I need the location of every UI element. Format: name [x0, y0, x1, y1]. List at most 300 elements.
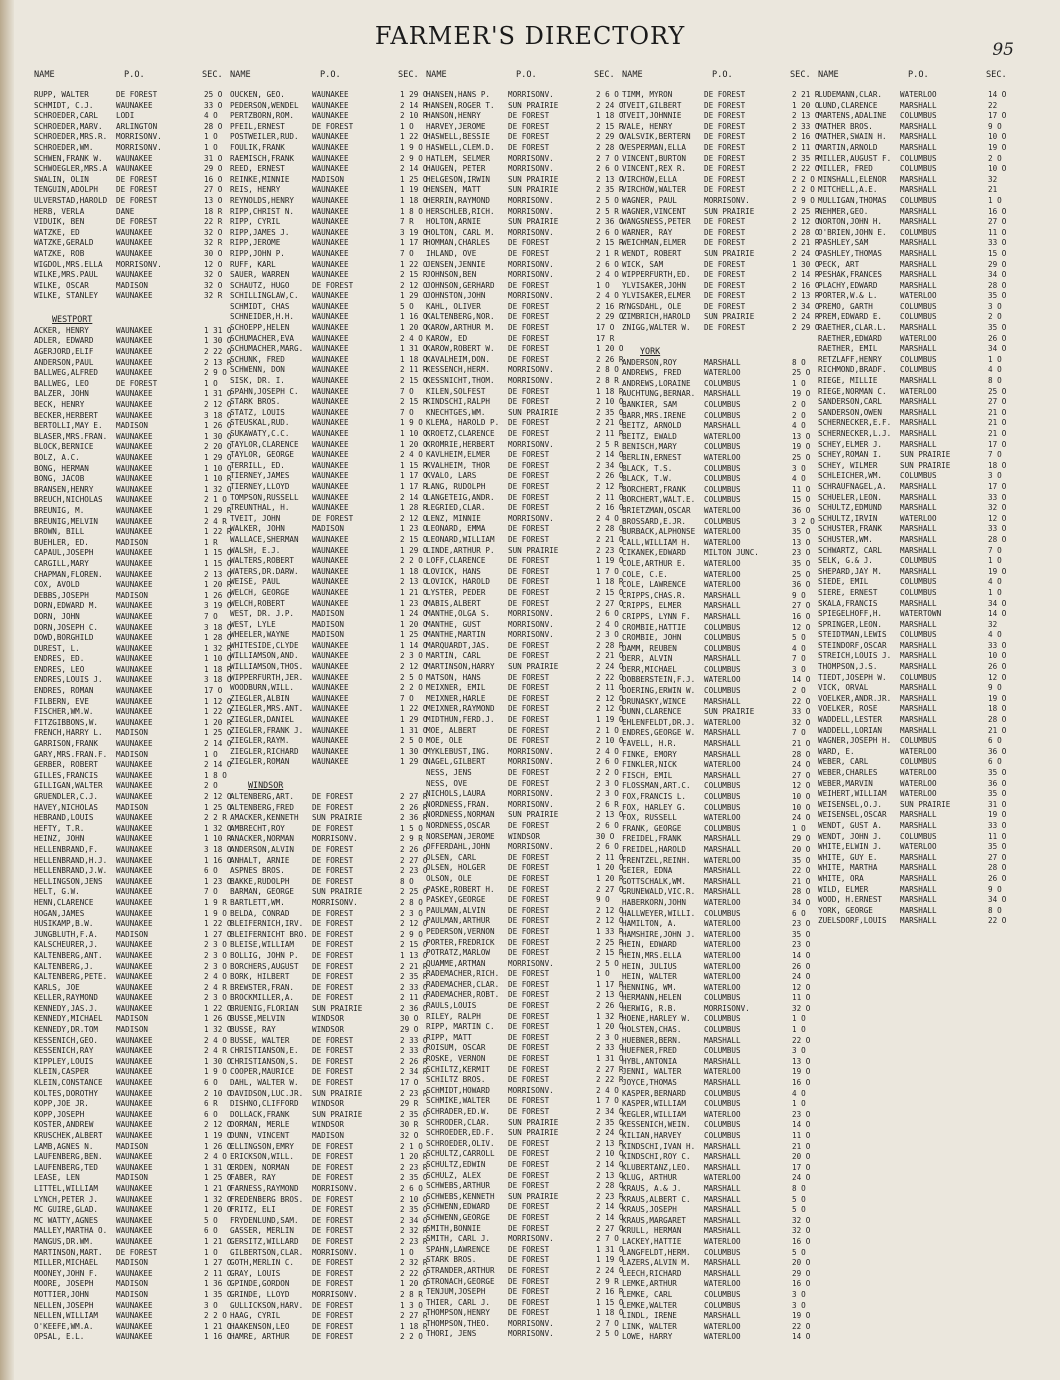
directory-row — [34, 856, 230, 867]
section-number: 2 32 R — [400, 1226, 428, 1236]
farmer-name: LEONARD,WILLIAM — [426, 534, 495, 544]
directory-row — [426, 694, 622, 705]
section-number: 2 28 O — [596, 524, 624, 534]
post-office: DE FOREST — [508, 418, 550, 428]
post-office: DE FOREST — [312, 1268, 354, 1278]
farmer-name: AMACKER,KENNETH — [230, 813, 299, 823]
directory-row — [426, 471, 622, 482]
directory-row — [34, 654, 230, 665]
post-office: WAUNAKEE — [116, 993, 153, 1003]
directory-row — [230, 1184, 426, 1195]
farmer-name: KINDSCHI,IVAN H. — [622, 1141, 696, 1151]
farmer-name: SCHWENN,EDWARD — [426, 1202, 491, 1212]
directory-row — [426, 1245, 622, 1256]
section-number: 13 O — [792, 1056, 811, 1066]
farmer-name: WEST, DR. J.P. — [230, 609, 295, 619]
section-number: 1 20 O — [400, 1279, 428, 1289]
directory-row — [622, 739, 818, 750]
post-office: DE FOREST — [312, 1321, 354, 1331]
directory-row — [34, 1078, 230, 1089]
post-office: MADISON — [116, 929, 149, 939]
farmer-name: BRUENIG,FLORIAN — [230, 1003, 299, 1013]
directory-row — [426, 1065, 622, 1076]
section-number: 33 O — [792, 707, 811, 717]
farmer-name: KENNEDY,MICHAEL — [34, 1014, 103, 1024]
farmer-name: FRENTZEL,REINH. — [622, 855, 691, 865]
post-office: WATERLOO — [900, 842, 937, 852]
directory-row — [34, 591, 230, 602]
post-office: MARSHALL — [900, 429, 937, 438]
section-number: 19 O — [988, 566, 1007, 576]
section-number: 2 15 R — [596, 121, 624, 131]
farmer-name: KAROW,ARTHUR M. — [426, 323, 495, 333]
post-office: SUN PRAIRIE — [704, 707, 755, 717]
farmer-name: ASPNES BROS. — [230, 866, 285, 876]
directory-row — [426, 1107, 622, 1118]
post-office: WAUNAKEE — [116, 1183, 153, 1193]
farmer-name: SCHRAUFNAGEL,A. — [818, 481, 887, 491]
farmer-name: HAVEY,NICHOLAS — [34, 802, 99, 812]
farmer-name: BLACK, T.S. — [622, 463, 673, 473]
post-office: WAUNAKEE — [116, 1332, 153, 1342]
post-office: MADISON — [116, 421, 149, 431]
section-number: 34 O — [988, 598, 1007, 608]
directory-row — [818, 673, 1014, 684]
directory-row — [818, 122, 1014, 133]
farmer-name: MATHER,SWAIN H. — [818, 132, 887, 142]
farmer-name: HENSEN, MATT — [426, 185, 481, 195]
section-number: 35 O — [792, 855, 811, 865]
post-office: WAUNAKEE — [312, 672, 349, 682]
farmer-name: RADEMACHER,CLAR. — [426, 979, 500, 989]
directory-row — [34, 845, 230, 856]
post-office: WAUNAKEE — [312, 354, 349, 364]
section-number: 25 O — [988, 386, 1007, 396]
directory-row — [34, 281, 230, 292]
section-number: 1 O — [400, 121, 414, 131]
directory-row — [622, 411, 818, 422]
directory-row — [34, 1248, 230, 1259]
section-number: 1 O — [400, 1247, 414, 1257]
post-office: SUN PRAIRIE — [312, 887, 363, 897]
directory-row — [34, 101, 230, 112]
farmer-name: KLEIN,CASPER — [34, 1067, 89, 1077]
directory-row — [818, 207, 1014, 218]
section-number: 22 O — [792, 866, 811, 876]
section-number: 2 24 O — [596, 662, 624, 672]
post-office: COLUMBUS — [704, 1289, 741, 1299]
directory-row — [426, 355, 622, 366]
directory-row — [622, 877, 818, 888]
section-number: 2 4 R — [204, 516, 227, 526]
section-number: 1 30 O — [792, 259, 820, 269]
post-office: MARSHALL — [900, 534, 937, 544]
farmer-name: VIRCHOW,WALTER — [622, 185, 687, 195]
post-office: DE FOREST — [508, 1096, 550, 1106]
section-number: 1 O — [792, 1025, 806, 1035]
directory-row — [230, 154, 426, 165]
directory-row — [34, 909, 230, 920]
section-number: 4 O — [792, 474, 806, 484]
section-number: 33 O — [988, 640, 1007, 650]
post-office: DE FOREST — [312, 950, 354, 960]
section-number: 2 29 O — [596, 312, 624, 322]
directory-row — [230, 1014, 426, 1025]
farmer-name: LAZERS,ALVIN M. — [622, 1258, 691, 1268]
post-office: COLUMBUS — [704, 410, 741, 420]
section-number: 2 2 O — [400, 556, 423, 566]
section-number: 2 6 O — [596, 227, 619, 237]
post-office: WAUNAKEE — [116, 336, 153, 346]
section-number: 2 9 O — [400, 929, 423, 939]
directory-row — [622, 442, 818, 453]
post-office: DE FOREST — [508, 1265, 550, 1275]
directory-row — [818, 588, 1014, 599]
post-office: DE FOREST — [312, 1194, 354, 1204]
farmer-name: LUND,CLARENCE — [818, 100, 878, 110]
post-office: COLUMBUS — [704, 495, 741, 505]
directory-row — [426, 397, 622, 408]
directory-row — [622, 1067, 818, 1078]
section-number: 1 O — [204, 132, 218, 142]
section-number: 21 O — [792, 1141, 811, 1151]
section-number: 2 24 O — [596, 1128, 624, 1138]
section-number: 18 R — [204, 206, 223, 216]
farmer-name: DAHL, WALTER W. — [230, 1078, 299, 1088]
farmer-name: BOLLIG, JOHN P. — [230, 950, 299, 960]
section-number: 2 1 O — [400, 1141, 423, 1151]
directory-row — [818, 567, 1014, 578]
post-office: MORRISONV. — [312, 897, 358, 907]
section-number: 1 25 O — [204, 1173, 232, 1183]
directory-row — [818, 164, 1014, 175]
farmer-name: RIPP, MATT — [426, 1032, 472, 1042]
directory-row — [818, 418, 1014, 429]
post-office: DE FOREST — [704, 185, 746, 195]
post-office: SUN PRAIRIE — [508, 407, 559, 417]
post-office: MORRISONV. — [508, 799, 554, 809]
farmer-name: BLACK, T.W. — [622, 474, 673, 484]
post-office: WAUNAKEE — [116, 291, 153, 301]
farmer-name: KIPPLEY,LOUIS — [34, 1056, 94, 1066]
directory-row — [426, 1192, 622, 1203]
directory-row — [818, 185, 1014, 196]
directory-row — [230, 217, 426, 228]
farmer-name: JOHNSON,BEN — [426, 270, 477, 280]
post-office: MADISON — [116, 1279, 149, 1289]
section-number: 3 18 O — [204, 410, 232, 420]
directory-row — [426, 535, 622, 546]
section-number: 1 20 O — [400, 439, 428, 449]
farmer-name: MILLER,MICHAEL — [34, 1258, 99, 1268]
section-number: 1 O — [204, 749, 218, 759]
directory-row — [34, 665, 230, 676]
farmer-name: WEISENSEL,O.J. — [818, 799, 883, 809]
farmer-name: SCHEY, WILMER — [818, 460, 878, 470]
post-office: DE FOREST — [704, 153, 746, 163]
post-office: MARSHALL — [900, 492, 937, 502]
directory-row — [622, 228, 818, 239]
farmer-name: WENDT, GUST A. — [818, 820, 883, 830]
post-office: MORRISONV. — [508, 376, 554, 386]
section-number: 2 11 O — [596, 683, 624, 693]
section-number: 1 10 R — [204, 834, 232, 844]
directory-row — [622, 312, 818, 323]
farmer-name: BECK, HENRY — [34, 400, 85, 410]
section-number: 2 O — [988, 312, 1002, 322]
post-office: MADISON — [312, 174, 345, 184]
directory-row — [426, 1277, 622, 1288]
farmer-name: WIGDOL,MRS.ELLA — [34, 259, 103, 269]
post-office: MORRISONV. — [508, 630, 554, 640]
directory-row — [34, 1099, 230, 1110]
farmer-name: QUAMME,ARTMAN — [426, 958, 486, 968]
section-number: 1 22 O — [400, 259, 428, 269]
farmer-name: COLE, C.E. — [622, 569, 668, 579]
section-number: 19 O — [792, 442, 811, 452]
section-number: 2 6 O — [596, 90, 619, 99]
directory-row — [426, 853, 622, 864]
farmer-name: HEBRAND,LOUIS — [34, 813, 94, 823]
farmer-name: KLUBERTANZ,LEO. — [622, 1162, 691, 1172]
directory-row — [622, 1290, 818, 1301]
directory-row — [426, 408, 622, 419]
directory-row — [230, 461, 426, 472]
farmer-name: ZIMBRICH,HAROLD — [622, 312, 691, 322]
section-number: 1 30 O — [204, 1056, 232, 1066]
farmer-name: BUSSE, RAY — [230, 1025, 276, 1035]
directory-row — [622, 1089, 818, 1100]
section-number: 1 25 O — [400, 630, 428, 640]
farmer-name: BUSSE, WALTER — [230, 1035, 290, 1045]
farmer-name: BLEISE,WILLIAM — [230, 940, 295, 950]
section-number: 27 O — [204, 185, 223, 195]
post-office: WAUNAKEE — [116, 707, 153, 717]
farmer-name: GRUNEWALD,VIC.R. — [622, 887, 696, 897]
directory-row — [426, 959, 622, 970]
directory-row — [622, 654, 818, 665]
section-number: 30 O — [596, 831, 615, 841]
section-number: 2 14 O — [596, 1202, 624, 1212]
post-office: COLUMBUS — [704, 1300, 741, 1310]
directory-row — [34, 633, 230, 644]
directory-row — [622, 175, 818, 186]
directory-row — [622, 185, 818, 196]
farmer-name: SCHROEDER,OLIV. — [426, 1138, 495, 1148]
farmer-name: AMBRECHT,ROY — [230, 823, 285, 833]
farmer-name: STEUSKAL,RUD. — [230, 418, 290, 428]
farmer-name: HOLTON,ARNIE — [426, 217, 481, 227]
section-number: 2 35 R — [596, 185, 624, 195]
post-office: MARSHALL — [704, 421, 741, 431]
section-number: 2 24 O — [596, 1265, 624, 1275]
post-office: MARSHALL — [704, 1141, 741, 1151]
directory-row — [818, 101, 1014, 112]
section-number: 22 O — [792, 696, 811, 706]
farmer-name: KRAUS,ALBERT C. — [622, 1194, 691, 1204]
post-office: DE FOREST — [508, 1001, 550, 1011]
directory-row — [426, 588, 622, 599]
post-office: MARSHALL — [900, 259, 937, 269]
post-office: ARLINGTON — [116, 121, 158, 131]
farmer-name: SCHMIDT, C.J. — [34, 100, 94, 110]
directory-row — [426, 493, 622, 504]
post-office: WAUNAKEE — [312, 344, 349, 354]
farmer-name: LEMKE, CARL — [622, 1289, 673, 1299]
section-number: 17 O — [792, 1162, 811, 1172]
section-number: 2 12 O — [400, 662, 428, 672]
farmer-name: COX, AVOLD — [34, 580, 80, 590]
farmer-name: FRANK, GEORGE — [622, 823, 682, 833]
directory-row — [230, 1301, 426, 1312]
section-number: 1 O — [988, 195, 1002, 205]
section-number: 1 19 O — [204, 1131, 232, 1140]
section-number: 8 O — [792, 1183, 806, 1193]
section-number: 2 10 R — [400, 111, 428, 121]
directory-row — [622, 792, 818, 803]
section-number: 2 2 O — [204, 1311, 227, 1321]
post-office: MORRISONV. — [508, 958, 554, 968]
post-office: WATERLOO — [704, 368, 741, 378]
farmer-name: DORN, JOHN — [34, 611, 80, 621]
directory-row — [426, 1255, 622, 1266]
farmer-name: WALTERS,ROBERT — [230, 556, 295, 566]
post-office: WAUNAKEE — [312, 640, 349, 650]
directory-row — [34, 1279, 230, 1290]
directory-row — [34, 421, 230, 432]
header-name: NAME — [818, 70, 839, 80]
directory-row — [426, 482, 622, 493]
farmer-name: SCHULTZ,CARROLL — [426, 1149, 495, 1159]
post-office: WATERLOO — [704, 982, 741, 992]
section-number: 7 R — [400, 217, 414, 227]
post-office: DE FOREST — [312, 1279, 354, 1289]
section-number: 35 O — [988, 842, 1007, 852]
directory-row — [34, 1332, 230, 1343]
section-number: 2 25 R — [596, 937, 624, 947]
directory-row — [230, 365, 426, 376]
farmer-name: MOONEY,JOHN F. — [34, 1268, 99, 1278]
farmer-name: POSTWEILER,RUD. — [230, 132, 299, 142]
post-office: DE FOREST — [704, 259, 746, 269]
directory-row — [230, 1152, 426, 1163]
farmer-name: LAUFENBERG,TED — [34, 1162, 99, 1172]
farmer-name: KINDSCHI,RALPH — [426, 397, 491, 407]
section-number: 23 O — [792, 919, 811, 929]
section-number: 2 34 O — [400, 1215, 428, 1225]
section-number: 4 O — [792, 421, 806, 431]
section-number: 32 O — [988, 503, 1007, 513]
section-number: 2 26 R — [596, 354, 624, 364]
directory-row — [426, 1054, 622, 1065]
section-number: 1 7 O — [596, 566, 619, 576]
directory-row — [622, 538, 818, 549]
farmer-name: GRAY, LOUIS — [230, 1268, 281, 1278]
directory-row — [818, 154, 1014, 165]
section-number: 2 26 R — [400, 1056, 428, 1066]
farmer-name: NESS, JENS — [426, 768, 472, 777]
farmer-name: AGERJORD,ELIF — [34, 347, 94, 357]
post-office: WAUNAKEE — [312, 111, 349, 121]
post-office: MARSHALL — [704, 728, 741, 738]
farmer-name: TOMPSON,RUSSELL — [230, 492, 299, 502]
section-number: 8 O — [400, 876, 414, 886]
directory-row — [622, 866, 818, 877]
directory-row — [622, 728, 818, 739]
section-number: 21 O — [988, 407, 1007, 417]
directory-row — [818, 779, 1014, 790]
post-office: DE FOREST — [704, 227, 746, 237]
section-number: 1 15 O — [204, 548, 232, 558]
farmer-name: WALKER, JOHN — [230, 524, 285, 534]
section-number: 32 R — [204, 291, 223, 301]
farmer-name: ERDEN, NORMAN — [230, 1162, 290, 1172]
directory-row — [230, 249, 426, 260]
directory-row — [34, 728, 230, 739]
directory-row — [818, 842, 1014, 853]
directory-row — [34, 1057, 230, 1068]
post-office: WAUNAKEE — [116, 325, 153, 335]
post-office: WAUNAKEE — [116, 1056, 153, 1066]
directory-row — [426, 609, 622, 620]
section-number: 36 O — [792, 505, 811, 515]
directory-row — [426, 1266, 622, 1277]
section-number: 2 7 O — [596, 1234, 619, 1244]
section-number: 7 O — [792, 728, 806, 738]
section-number: 5 O — [792, 633, 806, 643]
section-number: 2 4 O — [204, 1152, 227, 1162]
farmer-name: WATZKE, ROB — [34, 248, 85, 258]
directory-row — [818, 736, 1014, 747]
directory-row — [622, 302, 818, 313]
farmer-name: YORK, GEORGE — [818, 905, 873, 915]
section-number: 1 20 O — [400, 323, 428, 333]
farmer-name: HALLWEYER,WILLI. — [622, 908, 696, 918]
section-number: 2 12 O — [596, 916, 624, 926]
section-number: 1 18 R — [204, 664, 232, 674]
post-office: MORRISONV. — [508, 90, 554, 99]
post-office: DE FOREST — [508, 1043, 550, 1053]
post-office: DE FOREST — [116, 378, 158, 388]
farmer-name: ZNIGG,WALTER W. — [622, 323, 691, 333]
farmer-name: WAGNER, PAUL — [622, 195, 677, 205]
farmer-name: BLOCK,BERNICE — [34, 442, 94, 452]
directory-row — [34, 1290, 230, 1301]
post-office: COLUMBUS — [704, 463, 741, 473]
directory-row — [34, 834, 230, 845]
directory-row — [230, 1120, 426, 1131]
post-office: WAUNAKEE — [116, 505, 153, 515]
directory-row — [622, 101, 818, 112]
post-office: MARSHALL — [900, 852, 937, 862]
farmer-name: NICHOLS,LAURA — [426, 789, 486, 799]
post-office: WAUNAKEE — [116, 654, 153, 664]
directory-row — [622, 485, 818, 496]
section-number: 10 O — [792, 802, 811, 812]
farmer-name: HAAG, CYRIL — [230, 1311, 281, 1321]
section-number: 13 O — [792, 537, 811, 547]
section-number: 9 O — [988, 121, 1002, 131]
directory-row — [426, 1118, 622, 1129]
farmer-name: CARGILL,MARY — [34, 558, 89, 568]
section-number: 2 O — [988, 153, 1002, 163]
directory-row — [818, 281, 1014, 292]
farmer-name: HOGAN,JAMES — [34, 908, 85, 918]
directory-row — [230, 238, 426, 249]
farmer-name: BROCKMILLER,A. — [230, 993, 295, 1003]
farmer-name: STATZ, LOUIS — [230, 407, 285, 417]
farmer-name: HAMRE, ARTHUR — [230, 1332, 290, 1342]
